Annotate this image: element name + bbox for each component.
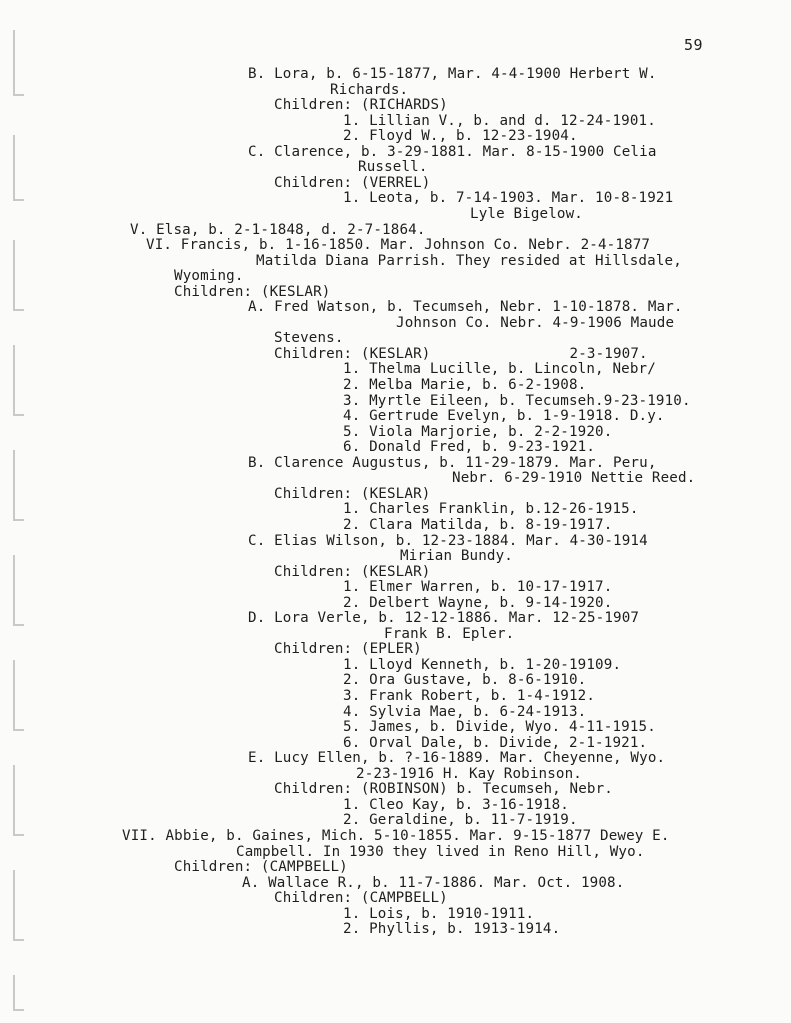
text-line: A. Wallace R., b. 11-7-1886. Mar. Oct. 1908. (242, 874, 625, 891)
text-line: 1. Lillian V., b. and d. 12-24-1901. (343, 112, 656, 129)
text-line: 1. Leota, b. 7-14-1903. Mar. 10-8-1921 (343, 190, 674, 207)
text-line: 1. Thelma Lucille, b. Lincoln, Nebr/ (343, 361, 656, 378)
text-line: Mirian Bundy. (400, 548, 513, 565)
text-line: Children: (KESLAR) (274, 485, 431, 502)
text-line: Children: (VERREL) (274, 174, 431, 191)
text-line: 2. Geraldine, b. 11-7-1919. (343, 812, 578, 829)
text-line: Children: (RICHARDS) (274, 97, 448, 114)
text-line: C. Clarence, b. 3-29-1881. Mar. 8-15-1900 Celia (248, 143, 657, 160)
text-line: 1. Lloyd Kenneth, b. 1-20-19109. (343, 656, 622, 673)
text-line: 1. Lois, b. 1910-1911. (343, 905, 535, 922)
text-line: 2. Ora Gustave, b. 8-6-1910. (343, 672, 587, 689)
text-line: 2. Floyd W., b. 12-23-1904. (343, 128, 578, 145)
text-line: Children: (CAMPBELL) (174, 859, 348, 876)
text-line: E. Lucy Ellen, b. ?-16-1889. Mar. Cheyenne, Wyo. (248, 750, 666, 767)
text-line: VII. Abbie, b. Gaines, Mich. 5-10-1855. Mar. 9-15-1877 Dewey E. (122, 827, 670, 844)
text-line: 1. Elmer Warren, b. 10-17-1917. (343, 579, 613, 596)
text-line: Children: (CAMPBELL) (274, 890, 448, 907)
text-line: Stevens. (274, 330, 344, 347)
text-line: Children: (EPLER) (274, 641, 422, 658)
binding-edge-marks (0, 0, 30, 1023)
text-line: B. Clarence Augustus, b. 11-29-1879. Mar. Peru, (248, 454, 657, 471)
text-line: 2. Phyllis, b. 1913-1914. (343, 921, 561, 938)
text-line: B. Lora, b. 6-15-1877, Mar. 4-4-1900 Herbert W. (248, 66, 657, 82)
text-line: Matilda Diana Parrish. They resided at Hillsdale, (256, 252, 682, 269)
text-line: Richards. (330, 81, 409, 98)
text-line: C. Elias Wilson, b. 12-23-1884. Mar. 4-30-1914 (248, 532, 648, 549)
text-line: Lyle Bigelow. (470, 205, 583, 222)
text-line: 2. Melba Marie, b. 6-2-1908. (343, 377, 587, 393)
text-line: Children: (KESLAR) 2-3-1907. (274, 345, 648, 362)
text-line: Nebr. 6-29-1910 Nettie Reed. (452, 470, 696, 487)
text-line: V. Elsa, b. 2-1-1848, d. 2-7-1864. (130, 221, 426, 238)
text-line: 6. Donald Fred, b. 9-23-1921. (343, 439, 596, 456)
text-line: 2. Clara Matilda, b. 8-19-1917. (343, 516, 613, 533)
text-line: 4. Sylvia Mae, b. 6-24-1913. (343, 703, 587, 720)
text-line: 1. Charles Franklin, b.12-26-1915. (343, 501, 639, 518)
text-line: VI. Francis, b. 1-16-1850. Mar. Johnson Co. Nebr. 2-4-1877 (146, 237, 651, 254)
text-line: 1. Cleo Kay, b. 3-16-1918. (343, 796, 569, 813)
text-line: Frank B. Epler. (384, 625, 515, 642)
text-line: 2-23-1916 H. Kay Robinson. (356, 765, 582, 782)
text-line: 5. James, b. Divide, Wyo. 4-11-1915. (343, 719, 656, 736)
text-line: Children: (ROBINSON) b. Tecumseh, Nebr. (274, 781, 613, 798)
text-line: 3. Myrtle Eileen, b. Tecumseh.9-23-1910. (343, 392, 691, 409)
text-line: Russell. (358, 159, 428, 176)
text-line: 2. Delbert Wayne, b. 9-14-1920. (343, 594, 613, 611)
text-line: Children: (KESLAR) (274, 563, 431, 580)
text-line: 6. Orval Dale, b. Divide, 2-1-1921. (343, 734, 648, 751)
text-line: 3. Frank Robert, b. 1-4-1912. (343, 688, 596, 704)
text-line: Wyoming. (174, 268, 244, 285)
text-line: 5. Viola Marjorie, b. 2-2-1920. (343, 423, 613, 440)
text-line: Johnson Co. Nebr. 4-9-1906 Maude (396, 314, 675, 331)
page-number: 59 (684, 36, 704, 54)
text-line: D. Lora Verle, b. 12-12-1886. Mar. 12-25-1907 (248, 610, 640, 627)
text-line: Campbell. In 1930 they lived in Reno Hill, Wyo. (236, 843, 645, 860)
text-line: Children: (KESLAR) (174, 283, 331, 300)
text-line: 4. Gertrude Evelyn, b. 1-9-1918. D.y. (343, 408, 665, 425)
text-line: A. Fred Watson, b. Tecumseh, Nebr. 1-10-1878. Mar. (248, 299, 683, 316)
